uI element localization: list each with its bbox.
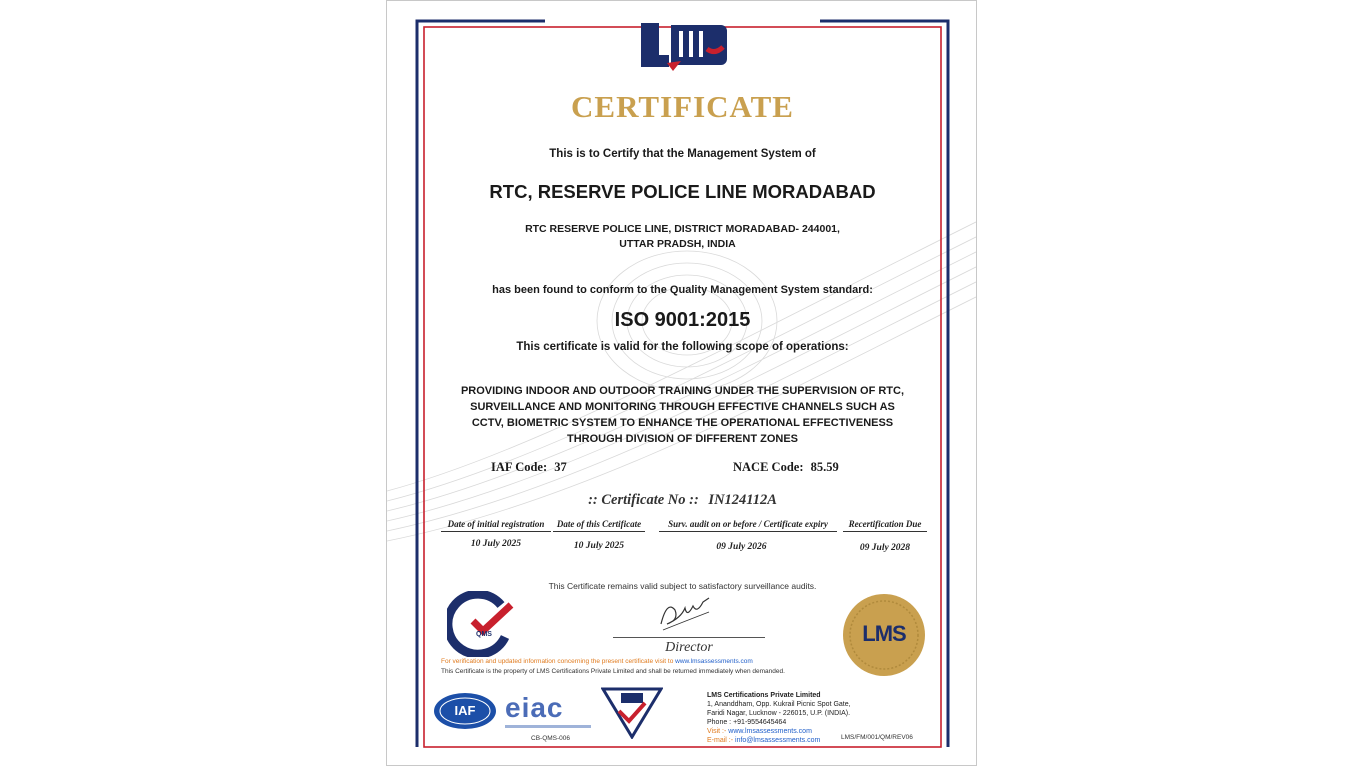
signature-scribble-icon xyxy=(655,596,715,632)
verification-url[interactable]: www.lmsassessments.com xyxy=(675,658,753,665)
nace-code xyxy=(733,460,839,475)
organization-address-line2: UTTAR PRADSH, INDIA xyxy=(619,238,736,250)
certificate-title: CERTIFICATE xyxy=(571,89,794,124)
eiac-logo xyxy=(505,693,597,729)
scope-line: SURVEILLANCE AND MONITORING THROUGH EFFECTIVE CHANNELS SUCH AS xyxy=(470,401,895,413)
certificate-number-label: :: Certificate No :: xyxy=(588,492,699,508)
scope-line: CCTV, BIOMETRIC SYSTEM TO ENHANCE THE OPERATIONAL EFFECTIVENESS xyxy=(471,417,894,429)
iaf-code-label: IAF Code: xyxy=(491,460,548,474)
nace-code-label: NACE Code: xyxy=(733,460,804,474)
company-email xyxy=(707,736,851,745)
iaf-code-value: 37 xyxy=(554,460,567,474)
company-details xyxy=(707,691,851,745)
iaf-logo-text: IAF xyxy=(454,703,476,718)
company-visit xyxy=(707,727,851,736)
certificate-number xyxy=(387,492,977,509)
cb-code: CB-QMS-006 xyxy=(531,735,571,742)
company-visit-label: Visit :- xyxy=(707,728,727,735)
lms-gold-seal xyxy=(837,593,931,677)
company-email-label: E-mail :- xyxy=(707,737,734,744)
company-email-value[interactable]: info@lmsassessments.com xyxy=(735,737,821,744)
date-value-recertification: 09 July 2028 xyxy=(859,543,911,553)
standard-name: ISO 9001:2015 xyxy=(614,309,751,331)
company-phone: Phone : +91-9554645464 xyxy=(707,719,787,726)
director-signature xyxy=(655,596,715,632)
date-label-expiry: Surv. audit on or before / Certificate expiry xyxy=(659,519,837,532)
company-address-line2: Faridi Nagar, Lucknow - 226015, U.P. (INDIA). xyxy=(707,710,851,717)
qms-label: QMS xyxy=(476,631,492,638)
scope-line: PROVIDING INDOOR AND OUTDOOR TRAINING UNDER THE SUPERVISION OF RTC, xyxy=(460,385,905,397)
date-label-this-certificate: Date of this Certificate xyxy=(553,519,645,532)
verification-line xyxy=(441,658,753,665)
date-value-this-certificate: 10 July 2025 xyxy=(573,541,625,551)
eiac-logo-text: eiac xyxy=(505,692,564,723)
verification-text: For verification and updated information concerning the present certificate visit to xyxy=(441,658,674,665)
certificate-number-value: IN124112A xyxy=(708,492,777,508)
lms-logo xyxy=(637,19,729,73)
company-visit-url[interactable]: www.lmsassessments.com xyxy=(728,728,812,735)
organization-name: RTC, RESERVE POLICE LINE MORADABAD xyxy=(489,181,876,202)
qms-badge xyxy=(447,591,519,657)
validity-note: This Certificate remains valid subject to satisfactory surveillance audits. xyxy=(548,581,817,591)
certificate-page xyxy=(386,0,977,766)
lms-triangle-check-icon xyxy=(601,687,663,739)
nace-code-value: 85.59 xyxy=(810,460,839,474)
date-value-initial-registration: 10 July 2025 xyxy=(470,539,522,549)
iaf-code xyxy=(491,460,567,475)
lms-logo-icon xyxy=(637,19,729,73)
conform-text: has been found to conform to the Quality Management System standard: xyxy=(492,284,873,296)
iaf-logo xyxy=(433,691,497,731)
company-name: LMS Certifications Private Limited xyxy=(707,692,821,699)
organization-address-line1: RTC RESERVE POLICE LINE, DISTRICT MORADABAD- 244001, xyxy=(525,223,840,235)
lms-triangle-logo xyxy=(601,687,663,739)
seal-text: LMS xyxy=(862,621,906,646)
signature-line xyxy=(613,637,765,638)
property-note: This Certificate is the property of LMS Certifications Private Limited and shall be returned immediately when demanded. xyxy=(441,668,785,675)
form-code: LMS/FM/001/QM/REV06 xyxy=(841,734,913,741)
scope-intro: This certificate is valid for the following scope of operations: xyxy=(516,341,849,353)
certify-intro: This is to Certify that the Management System of xyxy=(549,148,816,160)
eiac-underline xyxy=(505,725,591,728)
date-label-recertification: Recertification Due xyxy=(843,519,927,532)
date-label-initial-registration: Date of initial registration xyxy=(441,519,551,532)
qms-check-icon xyxy=(447,591,519,657)
company-address-line1: 1, Ananddham, Opp. Kukrail Picnic Spot Gate, xyxy=(707,701,851,708)
date-value-expiry: 09 July 2026 xyxy=(716,542,767,552)
director-title: Director xyxy=(665,640,713,655)
scope-line: THROUGH DIVISION OF DIFFERENT ZONES xyxy=(566,433,798,445)
scope-block xyxy=(387,383,977,447)
